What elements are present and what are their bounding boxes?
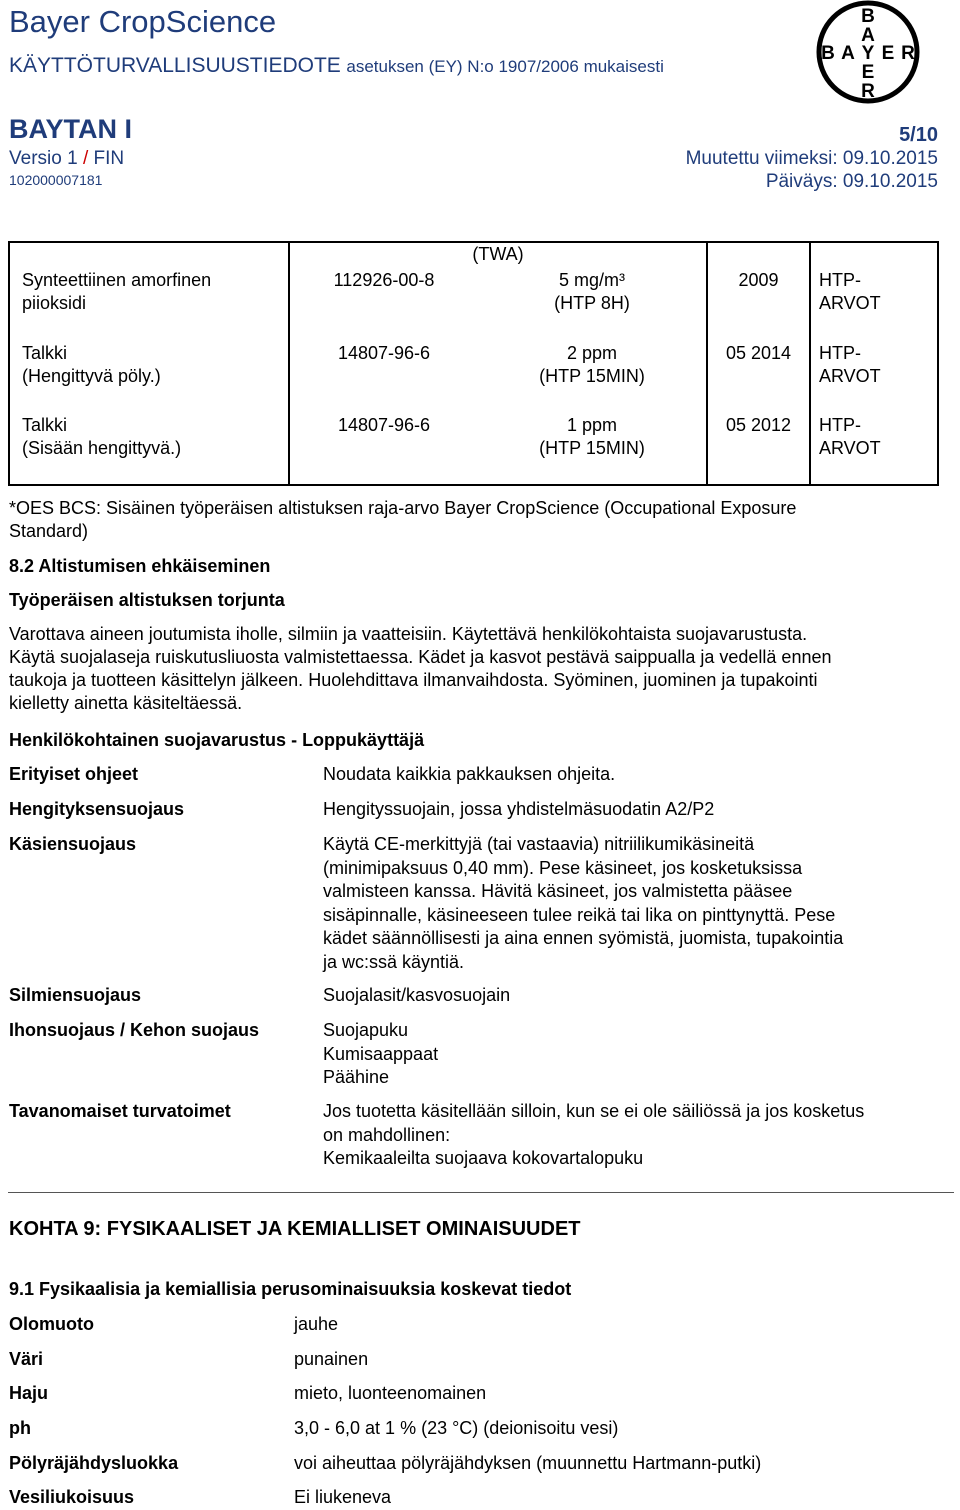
table-cell-substance: Synteettiinen amorfinen piioksidi <box>22 270 212 313</box>
exposure-control-paragraph: Varottava aineen joutumista iholle, silmiin ja vaatteisiin. Käytettävä henkilökohtaista suojavarustusta. Käytä suojalaseja ruiskutusliuosta valmistettaessa. Kädet ja kasvot pestävä saippualla ja vedellä ennen taukoja ja tuotteen käsittelyn jälkeen. Huolehdittava ilmanvaihdosta. Syöminen, juominen ja tupakointi kielletty ainetta käsiteltäessä. <box>9 624 832 713</box>
revised-date: Muutettu viimeksi: 09.10.2015 <box>685 148 938 169</box>
property-value: jauhe <box>294 1314 339 1334</box>
logo-letter: R <box>901 43 915 64</box>
table-border <box>809 241 811 486</box>
product-name: BAYTAN I <box>9 114 133 144</box>
section-8-2-title: 8.2 Altistumisen ehkäiseminen <box>9 556 271 576</box>
ppe-value: Suojalasit/kasvosuojain <box>323 985 511 1005</box>
table-cell-basis: HTP- ARVOT <box>819 270 881 313</box>
property-value: 3,0 - 6,0 at 1 % (23 °C) (deionisoitu vesi) <box>294 1418 619 1438</box>
table-cell-date: 2009 <box>738 270 779 290</box>
version-info <box>9 148 124 170</box>
property-label: Olomuoto <box>9 1314 94 1334</box>
ppe-value: Hengityssuojain, jossa yhdistelmäsuodatin A2/P2 <box>323 799 715 819</box>
property-value: voi aiheuttaa pölyräjähdyksen (muunnettu Hartmann-putki) <box>294 1453 762 1473</box>
table-cell-substance: Talkki (Hengittyvä pöly.) <box>22 343 161 386</box>
logo-letter: E <box>861 62 875 83</box>
logo-letter: B <box>821 43 835 64</box>
ppe-value: Noudata kaikkia pakkauksen ohjeita. <box>323 764 616 784</box>
table-cell-cas: 14807-96-6 <box>337 343 431 363</box>
ppe-value: Suojapuku Kumisaappaat Päähine <box>323 1020 439 1087</box>
product-code: 102000007181 <box>9 172 103 188</box>
property-label: Pölyräjähdysluokka <box>9 1453 179 1473</box>
ppe-label: Tavanomaiset turvatoimet <box>9 1101 231 1121</box>
logo-letter: R <box>861 81 875 102</box>
table-cell-substance: Talkki (Sisään hengittyvä.) <box>22 415 182 458</box>
table-cell-limit: 5 mg/m³ (HTP 8H) <box>554 270 630 313</box>
ppe-label: Hengityksensuojaus <box>9 799 185 819</box>
table-cell-basis: HTP- ARVOT <box>819 343 881 386</box>
ppe-label: Ihonsuojaus / Kehon suojaus <box>9 1020 260 1040</box>
logo-letter: B <box>861 6 875 27</box>
ppe-value: Jos tuotetta käsitellään silloin, kun se ei ole säiliössä ja jos kosketus on mahdollinen: Kemikaaleilta suojaava kokovartalopuku <box>323 1101 865 1168</box>
table-cell-date: 05 2012 <box>725 415 792 435</box>
property-label: Väri <box>9 1349 44 1369</box>
table-cell-date: 05 2014 <box>725 343 792 363</box>
oes-footnote: *OES BCS: Sisäinen työperäisen altistuksen raja-arvo Bayer CropScience (Occupational Exposure Standard) <box>9 498 797 541</box>
section-8-2-subtitle: Työperäisen altistuksen torjunta <box>9 590 285 610</box>
logo-letter: E <box>881 43 895 64</box>
property-value: Ei liukeneva <box>294 1487 392 1507</box>
bayer-cross-logo <box>815 0 921 104</box>
document-type-main: KÄYTTÖTURVALLISUUSTIEDOTE <box>9 54 341 77</box>
table-cell-basis: HTP- ARVOT <box>819 415 881 458</box>
version-prefix: Versio 1 <box>9 148 83 169</box>
exposure-limits-table <box>8 241 939 486</box>
section-divider <box>8 1192 954 1193</box>
table-cell-limit: 2 ppm (HTP 15MIN) <box>539 343 645 386</box>
document-type-regulation: asetuksen (EY) N:o 1907/2006 mukaisesti <box>346 57 664 76</box>
ppe-label: Käsiensuojaus <box>9 834 137 854</box>
version-separator: / <box>82 148 89 169</box>
table-border <box>8 484 939 486</box>
ppe-title: Henkilökohtainen suojavarustus - Loppukäyttäjä <box>9 730 425 750</box>
property-value: mieto, luonteenomainen <box>294 1383 487 1403</box>
table-cell-limit: 1 ppm (HTP 15MIN) <box>539 415 645 458</box>
logo-letter: A <box>861 25 875 46</box>
document-type <box>9 54 664 78</box>
ppe-label: Erityiset ohjeet <box>9 764 139 784</box>
section-9-title: KOHTA 9: FYSIKAALISET JA KEMIALLISET OMINAISUUDET <box>9 1218 581 1240</box>
ppe-label: Silmiensuojaus <box>9 985 142 1005</box>
table-border <box>937 241 939 486</box>
logo-letter: Y <box>861 43 875 64</box>
property-value: punainen <box>294 1349 369 1369</box>
document-date: Päiväys: 09.10.2015 <box>765 171 938 192</box>
table-cell-cas: 112926-00-8 <box>333 270 435 290</box>
ppe-value: Käytä CE-merkittyjä (tai vastaavia) nitriilikumikäsineitä (minimipaksuus 0,40 mm). Pese käsineet, jos kosketuksissa valmisteen kanssa. Hävitä käsineet, jos valmistetta pääsee sisäpinnalle, käsineeseen tulee reikä tai lika on pinttynyttä. Pese kädet säännöllisesti ja aina ennen syömistä, juomista, tupakointia ja wc:ssä käyntiä. <box>323 834 844 972</box>
table-cell-cas: 14807-96-6 <box>337 415 431 435</box>
property-label: ph <box>9 1418 31 1438</box>
section-9-1-subtitle: 9.1 Fysikaalisia ja kemiallisia perusominaisuuksia koskevat tiedot <box>9 1279 572 1299</box>
table-cell-twa: (TWA) <box>472 244 524 264</box>
table-border <box>8 241 10 486</box>
property-label: Vesiliukoisuus <box>9 1487 135 1507</box>
logo-letter: A <box>841 43 855 64</box>
company-name: Bayer CropScience <box>9 4 277 39</box>
property-label: Haju <box>9 1383 49 1403</box>
page-number: 5/10 <box>899 124 938 146</box>
version-language: FIN <box>88 148 125 169</box>
